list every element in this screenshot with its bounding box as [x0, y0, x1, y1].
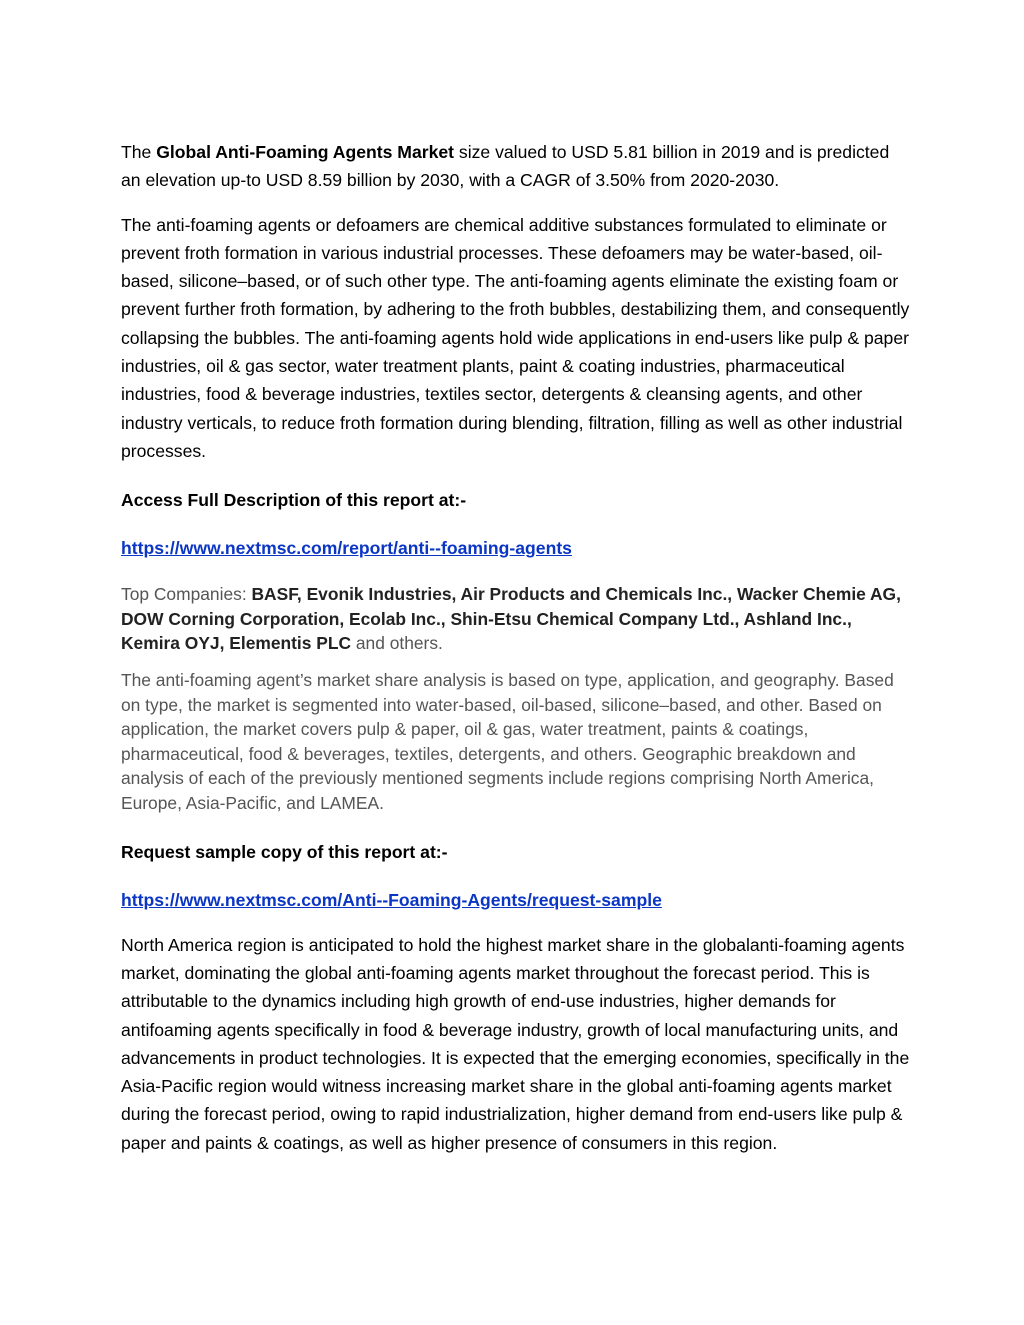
- description-paragraph: The anti-foaming agents or defoamers are chemical additive substances formulated to eliminate or prevent froth formation in various industrial processes. These defoamers may be water-based, oil-based, silicone–based, or of such other type. The anti-foaming agents eliminate the existing foam or prevent further froth formation, by adhering to the froth bubbles, destabilizing them, and consequently collapsing the bubbles. The anti-foaming agents hold wide applications in end-users like pulp & paper industries, oil & gas sector, water treatment plants, paint & coating industries, pharmaceutical industries, food & beverage industries, textiles sector, detergents & cleansing agents, and other industry verticals, to reduce froth formation during blending, filtration, filling as well as other industrial processes.: [121, 214, 910, 461]
- segmentation-paragraph: The anti-foaming agent’s market share analysis is based on type, application, and geography. Based on type, the market is segmented into water-based, oil-based, silicone–based, and other. Based on application, the market covers pulp & paper, oil & gas, water treatment, paints & coatings, pharmaceutical, food & beverages, textiles, detergents, and others. Geographic breakdown and analysis of each of the previously mentioned segments include regions comprising North America, Europe, Asia-Pacific, and LAMEA.: [121, 670, 894, 814]
- intro-paragraph: [121, 138, 911, 195]
- access-link-row: [121, 534, 911, 562]
- sample-link[interactable]: https://www.nextmsc.com/Anti--Foaming-Agents/request-sample: [121, 889, 662, 910]
- companies-paragraph: [121, 582, 911, 656]
- access-heading: Access Full Description of this report at:-: [121, 490, 467, 511]
- sample-link-row: [121, 886, 911, 914]
- intro-suffix: size valued to USD 5.81 billion in 2019 and is predicted an elevation up-to USD 8.59 billion by 2030, with a CAGR of 3.50% from 2020-2030.: [121, 142, 890, 191]
- regional-paragraph: North America region is anticipated to hold the highest market share in the globalanti-foaming agents market, dominating the global anti-foaming agents market throughout the forecast period. This is attributable to the dynamics including high growth of end-use industries, higher demands for antifoaming agents specifically in food & beverage industry, growth of local manufacturing units, and advancements in product technologies. It is expected that the emerging economies, specifically in the Asia-Pacific region would witness increasing market share in the global anti-foaming agents market during the forecast period, owing to rapid industrialization, higher demand from end-users like pulp & paper and paints & coatings, as well as higher presence of consumers in this region.: [121, 934, 910, 1153]
- intro-prefix: The: [121, 142, 157, 162]
- market-name: Global Anti-Foaming Agents Market: [156, 142, 455, 162]
- document-page: [121, 138, 911, 1157]
- sample-heading: Request sample copy of this report at:-: [121, 841, 448, 862]
- companies-suffix: and others.: [351, 633, 443, 654]
- companies-label: Top Companies:: [121, 584, 252, 605]
- companies-names: BASF, Evonik Industries, Air Products and Chemicals Inc., Wacker Chemie AG, DOW Corning Corporation, Ecolab Inc., Shin-Etsu Chemical Company Ltd., Ashland Inc., Kemira OYJ, Elementis PLC: [121, 584, 901, 654]
- report-link[interactable]: https://www.nextmsc.com/report/anti--foaming-agents: [121, 538, 572, 559]
